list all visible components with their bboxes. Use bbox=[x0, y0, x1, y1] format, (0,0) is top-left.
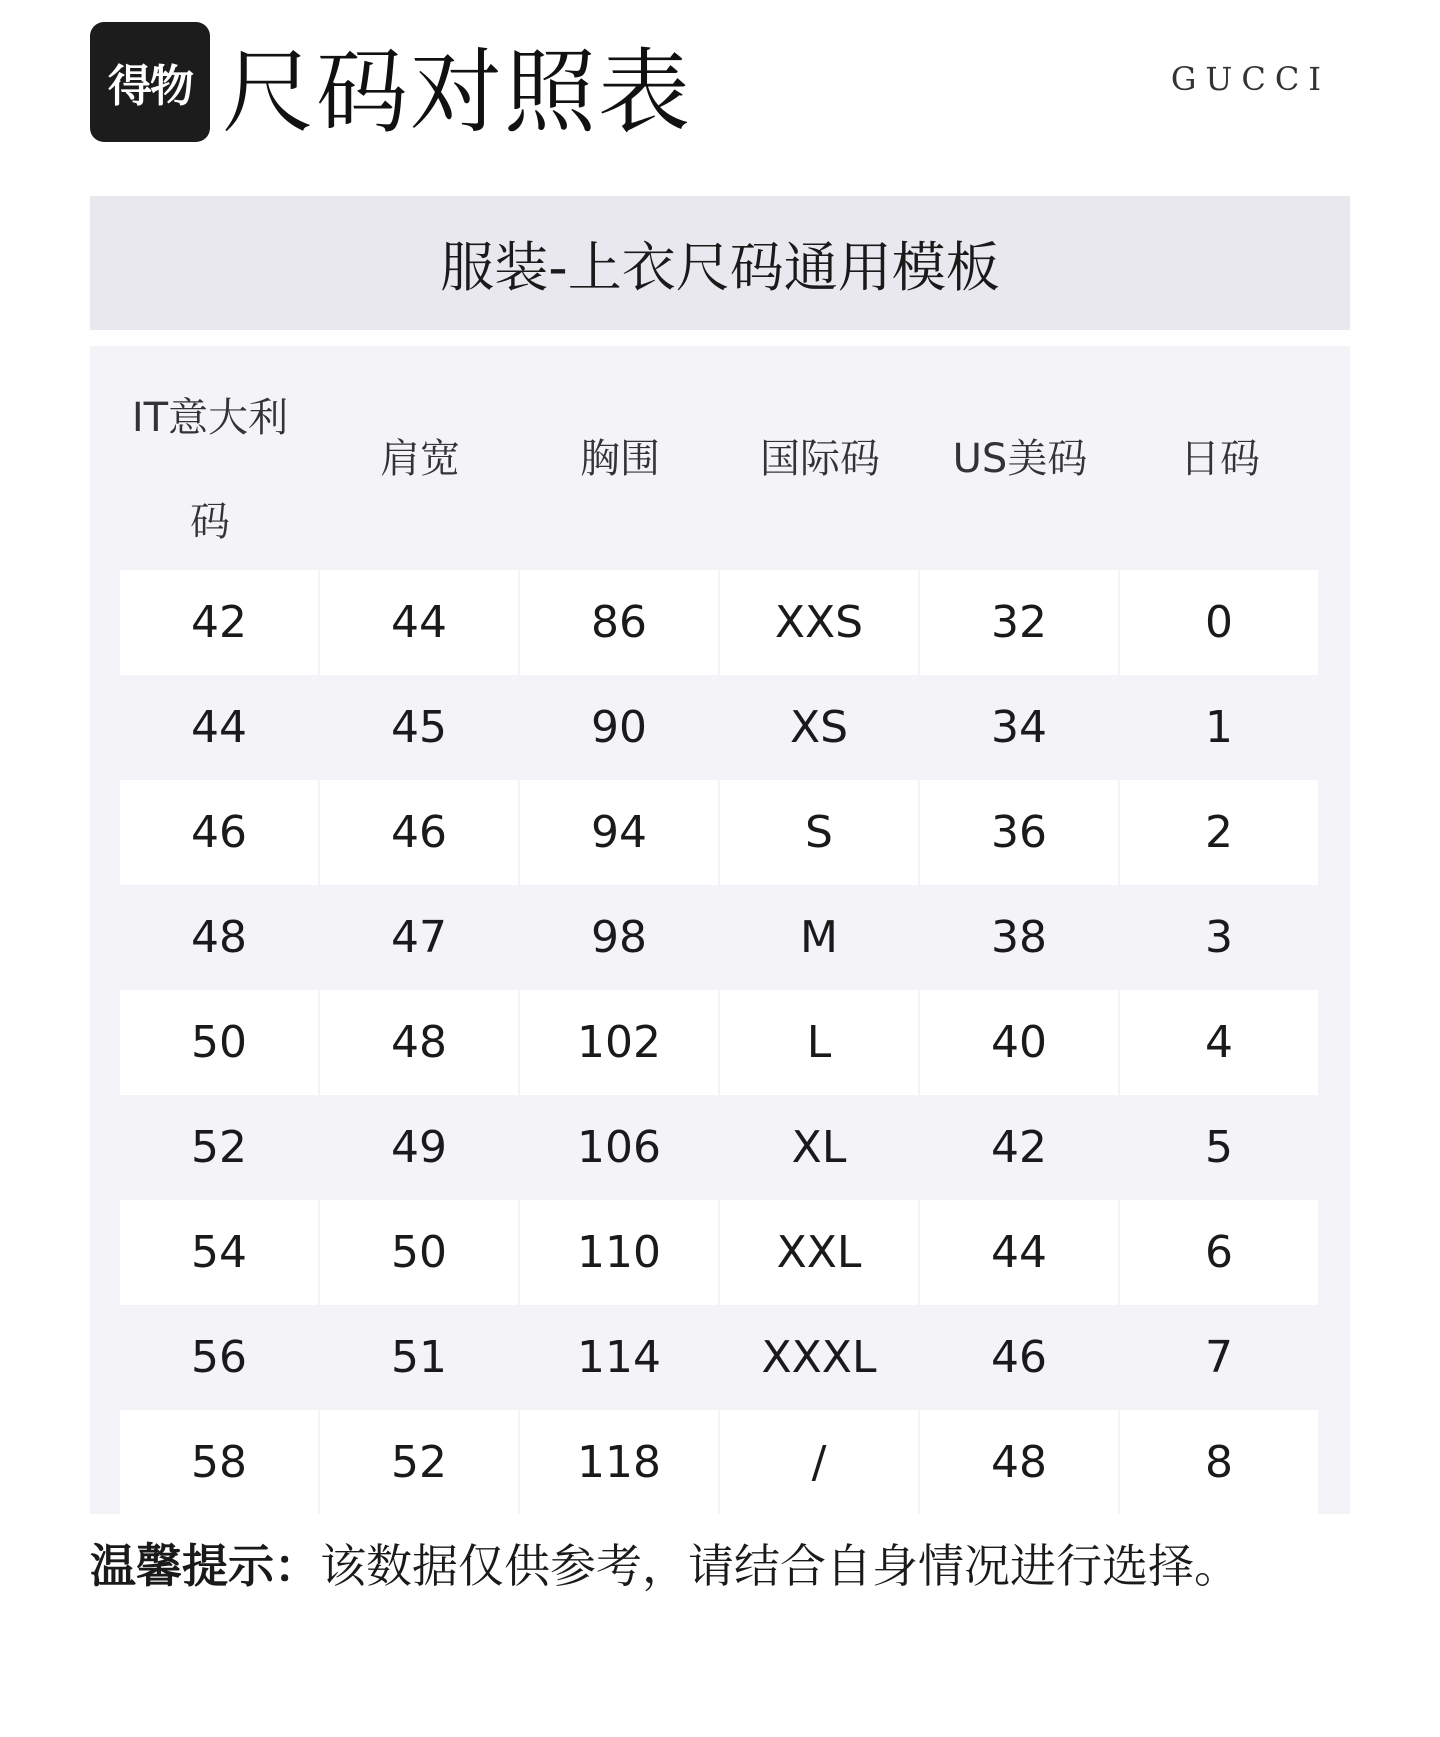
cell-chest: 98 bbox=[591, 912, 647, 963]
cell-intl-size: / bbox=[720, 1410, 918, 1515]
header-it-size: IT意大利码 bbox=[131, 395, 289, 545]
tip-label: 温馨提示： bbox=[90, 1539, 320, 1593]
cell-us-size: 46 bbox=[991, 1332, 1047, 1383]
cell-jp-size: 6 bbox=[1120, 1200, 1318, 1305]
cell-it-size: 42 bbox=[120, 570, 318, 675]
table-row bbox=[120, 990, 1320, 1095]
app-logo bbox=[90, 22, 210, 142]
header-shoulder: 肩宽 bbox=[380, 436, 460, 482]
cell-jp-size: 7 bbox=[1205, 1332, 1233, 1383]
cell-chest: 106 bbox=[577, 1122, 661, 1173]
cell-intl-size: L bbox=[720, 990, 918, 1095]
page-title: 尺码对照表 bbox=[222, 39, 693, 146]
table-row bbox=[120, 1305, 1320, 1410]
header-us-size: US美码 bbox=[952, 436, 1088, 482]
cell-chest: 118 bbox=[520, 1410, 718, 1515]
cell-it-size: 44 bbox=[191, 702, 247, 753]
subtitle-text: 服装-上衣尺码通用模板 bbox=[440, 235, 1000, 299]
table-subtitle bbox=[90, 196, 1350, 330]
table-row bbox=[120, 1200, 1320, 1305]
cell-intl-size: M bbox=[800, 912, 838, 963]
cell-shoulder: 44 bbox=[320, 570, 518, 675]
cell-us-size: 40 bbox=[920, 990, 1118, 1095]
cell-us-size: 44 bbox=[920, 1200, 1118, 1305]
cell-shoulder: 48 bbox=[320, 990, 518, 1095]
cell-intl-size: XL bbox=[791, 1122, 847, 1173]
table-row bbox=[120, 675, 1320, 780]
cell-it-size: 58 bbox=[120, 1410, 318, 1515]
cell-us-size: 36 bbox=[920, 780, 1118, 885]
table-row bbox=[120, 780, 1320, 885]
cell-shoulder: 46 bbox=[320, 780, 518, 885]
cell-shoulder: 45 bbox=[391, 702, 447, 753]
header-jp-size: 日码 bbox=[1180, 436, 1260, 482]
cell-us-size: 38 bbox=[991, 912, 1047, 963]
table-row bbox=[120, 885, 1320, 990]
cell-jp-size: 8 bbox=[1120, 1410, 1318, 1515]
cell-chest: 102 bbox=[520, 990, 718, 1095]
cell-chest: 86 bbox=[520, 570, 718, 675]
cell-it-size: 46 bbox=[120, 780, 318, 885]
cell-intl-size: XXS bbox=[720, 570, 918, 675]
tip-note bbox=[90, 1530, 1240, 1596]
cell-intl-size: XXXL bbox=[761, 1332, 877, 1383]
brand-logo: GUCCI bbox=[1170, 60, 1330, 98]
cell-it-size: 52 bbox=[191, 1122, 247, 1173]
cell-jp-size: 4 bbox=[1120, 990, 1318, 1095]
cell-it-size: 50 bbox=[120, 990, 318, 1095]
cell-jp-size: 5 bbox=[1205, 1122, 1233, 1173]
cell-us-size: 42 bbox=[991, 1122, 1047, 1173]
cell-it-size: 54 bbox=[120, 1200, 318, 1305]
cell-jp-size: 1 bbox=[1205, 702, 1233, 753]
cell-intl-size: XXL bbox=[720, 1200, 918, 1305]
cell-shoulder: 49 bbox=[391, 1122, 447, 1173]
header-intl-size: 国际码 bbox=[760, 436, 880, 482]
cell-us-size: 48 bbox=[920, 1410, 1118, 1515]
cell-chest: 94 bbox=[520, 780, 718, 885]
cell-jp-size: 0 bbox=[1120, 570, 1318, 675]
cell-shoulder: 50 bbox=[320, 1200, 518, 1305]
tip-text: 该数据仅供参考，请结合自身情况进行选择。 bbox=[320, 1539, 1240, 1593]
cell-chest: 110 bbox=[520, 1200, 718, 1305]
table-row bbox=[120, 1095, 1320, 1200]
cell-jp-size: 3 bbox=[1205, 912, 1233, 963]
cell-us-size: 32 bbox=[920, 570, 1118, 675]
cell-chest: 90 bbox=[591, 702, 647, 753]
table-row bbox=[120, 570, 1320, 675]
cell-jp-size: 2 bbox=[1120, 780, 1318, 885]
cell-intl-size: S bbox=[720, 780, 918, 885]
table-header bbox=[120, 346, 1320, 572]
cell-shoulder: 52 bbox=[320, 1410, 518, 1515]
cell-chest: 114 bbox=[577, 1332, 661, 1383]
logo-text: 得物 bbox=[108, 61, 192, 112]
size-table bbox=[90, 346, 1350, 1514]
cell-shoulder: 51 bbox=[391, 1332, 447, 1383]
cell-us-size: 34 bbox=[991, 702, 1047, 753]
cell-it-size: 56 bbox=[191, 1332, 247, 1383]
header-chest: 胸围 bbox=[580, 436, 660, 482]
table-row bbox=[120, 1410, 1320, 1515]
cell-intl-size: XS bbox=[789, 702, 849, 753]
cell-shoulder: 47 bbox=[391, 912, 447, 963]
cell-it-size: 48 bbox=[191, 912, 247, 963]
